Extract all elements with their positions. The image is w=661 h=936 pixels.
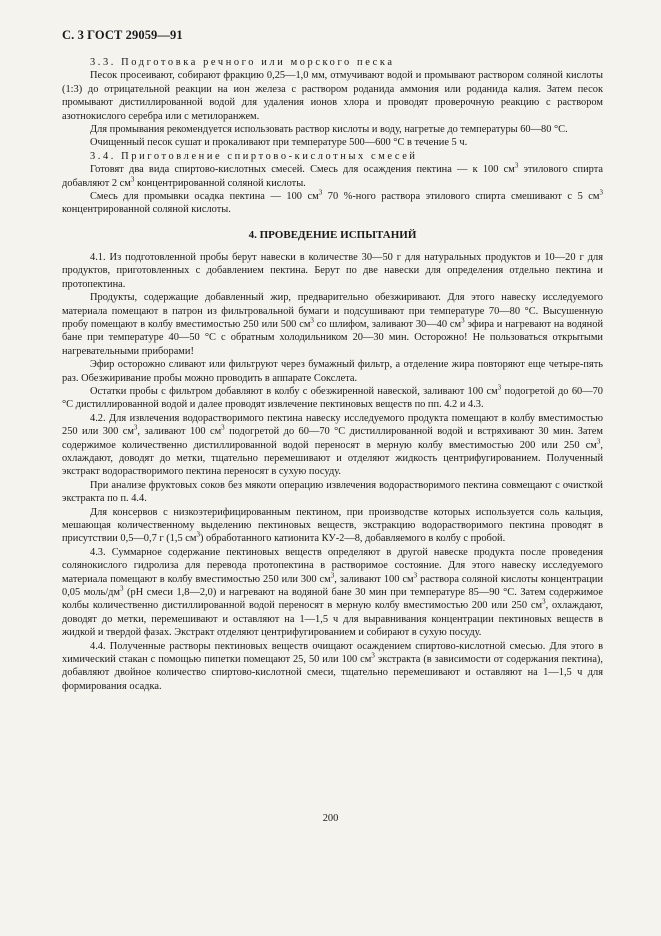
section-4-title: 4. ПРОВЕДЕНИЕ ИСПЫТАНИЙ (248, 228, 417, 241)
page-header: С. 3 ГОСТ 29059—91 (62, 28, 183, 42)
paragraph: Эфир осторожно сливают или фильтруют через бумажный фильтр, а отделение жира повторяют еще четыре-пять раз. Обезжиривание пробы можно проводить в аппарате Сокслета. (62, 359, 603, 384)
subsection-3-4-heading: 3.4. Приготовление спиртово-кислотных смесей (90, 150, 418, 162)
paragraph: Для промывания рекомендуется использовать раствор кислоты и воду, нагретые до температуры 60—80 °С. (90, 124, 568, 136)
paragraph: 4.4. Полученные растворы пектиновых веществ очищают осаждением спиртово-кислотной смесью. Для этого в химический стакан с помощью пипетки помещают 25, 50 или 100 $см^3$ экстракта (в зависимости от содержания пектина), добавляют двойное количество спиртово-кислотной смеси, тщательно перемешивают и оставляют на 1—1,5 ч для формирования осадка. (62, 640, 603, 692)
paragraph: 4.1. Из подготовленной пробы берут навески в количестве 30—50 г для натуральных продуктов и 10—20 г для продуктов, приготовленных с добавлением пектина. Берут по две навески для определения отдельно пектина и протопектина. (62, 251, 603, 290)
paragraph: Готовят два вида спиртово-кислотных смесей. Смесь для осаждения пектина — к 100 $см^3$ этилового спирта добавляют 2 $см^3$ концентрированной соляной кислоты. (62, 161, 603, 189)
paragraph: Продукты, содержащие добавленный жир, предварительно обезжиривают. Для этого навеску исследуемого материала помещают в патрон из фильтровальной бумаги и подсушивают при температуре 70—80 °С. Высушенную пробу помещают в колбу вместимостью 250 или 500 $см^3$ со шлифом, заливают 30—40 $см^3$ эфира и нагревают на водяной бане при температуре 40—50 °С с обратным холодильником 20—30 мин. Осторожно! Не пользоваться открытыми нагревательными приборами! (62, 292, 604, 357)
paragraph: 4.3. Суммарное содержание пектиновых веществ определяют в другой навеске продукта после проведения солянокислого гидролиза для перевода протопектина в растворимое состояние. Для этого навеску исследуемого материала помещают в колбу вместимостью 250 или 300 $см^3$, заливают 100 $см^3$ раствора соляной кислоты концентрации 0,05 моль/$дм^3$ (рН смеси 1,8—2,0) и нагревают на водяной бане 30 мин при температуре 85—90 °С. Затем содержимое колбы количественно дистиллированной водой переносят в мерную колбу вместимостью 200 или 250 $см^3$, охлаждают, доводят до метки, перемешивают и оставляют на 1—1,5 ч для выравнивания концентрации пектиновых веществ в жидкой и твердой фазах. Экстракт отделяют центрифугированием и собирают в сухую посуду. (62, 546, 603, 639)
section-4-content (62, 251, 603, 693)
section-3-content (62, 56, 603, 217)
paragraph: Остатки пробы с фильтром добавляют в колбу с обезжиренной навеской, заливают 100 $см^3$ подогретой до 60—70 °С дистиллированной водой и далее проводят извлечение пектиновых веществ по пп. 4.2 и 4.3. (62, 383, 603, 411)
subsection-3-3-heading: 3.3. Подготовка речного или морского песка (90, 57, 395, 68)
paragraph: При анализе фруктовых соков без мякоти операцию извлечения водорастворимого пектина совмещают с очисткой экстракта по п. 4.4. (62, 479, 603, 505)
page-number: 200 (322, 813, 339, 824)
paragraph: Очищенный песок сушат и прокаливают при температуре 500—600 °С в течение 5 ч. (90, 137, 468, 149)
paragraph: Смесь для промывки осадка пектина — 100 $см^3$ 70 %-ного раствора этилового спирта смешивают с 5 $см^3$ концентрированной соляной кислоты. (62, 188, 603, 216)
paragraph: Песок просеивают, собирают фракцию 0,25—1,0 мм, отмучивают водой и промывают раствором соляной кислоты (1:3) до отрицательной реакции на ион железа с раствором роданида аммония или роданида калия. Затем песок промывают дистиллированной водой для удаления ионов хлора и проводят проверочную реакцию с раствором азотнокислого серебра или с метилоранжем. (62, 70, 603, 122)
paragraph: Для консервов с низкоэтерифицированным пектином, при производстве которых используется соль кальция, мешающая количественному выделению пектиновых веществ, экстракцию водорастворимого пектина проводят в присутствии 0,5—0,7 г (1,5 $см^3$) обработанного катионита КУ-2—8, добавляемого в колбу с пробой. (62, 506, 603, 545)
paragraph: 4.2. Для извлечения водорастворимого пектина навеску исследуемого продукта помещают в колбу вместимостью 250 или 300 $см^3$, заливают 100 $см^3$ подогретой до 60—70 °С дистиллированной водой и встряхивают 30 мин. Затем содержимое количественно дистиллированной водой переносят в мерную колбу вместимостью 200 или 250 $см^3$, охлаждают, доводят до метки, тщательно перемешивают и отделяют жидкость центрифугированием. Полученный экстракт водорастворимого пектина переносят в сухую посуду. (62, 412, 603, 478)
